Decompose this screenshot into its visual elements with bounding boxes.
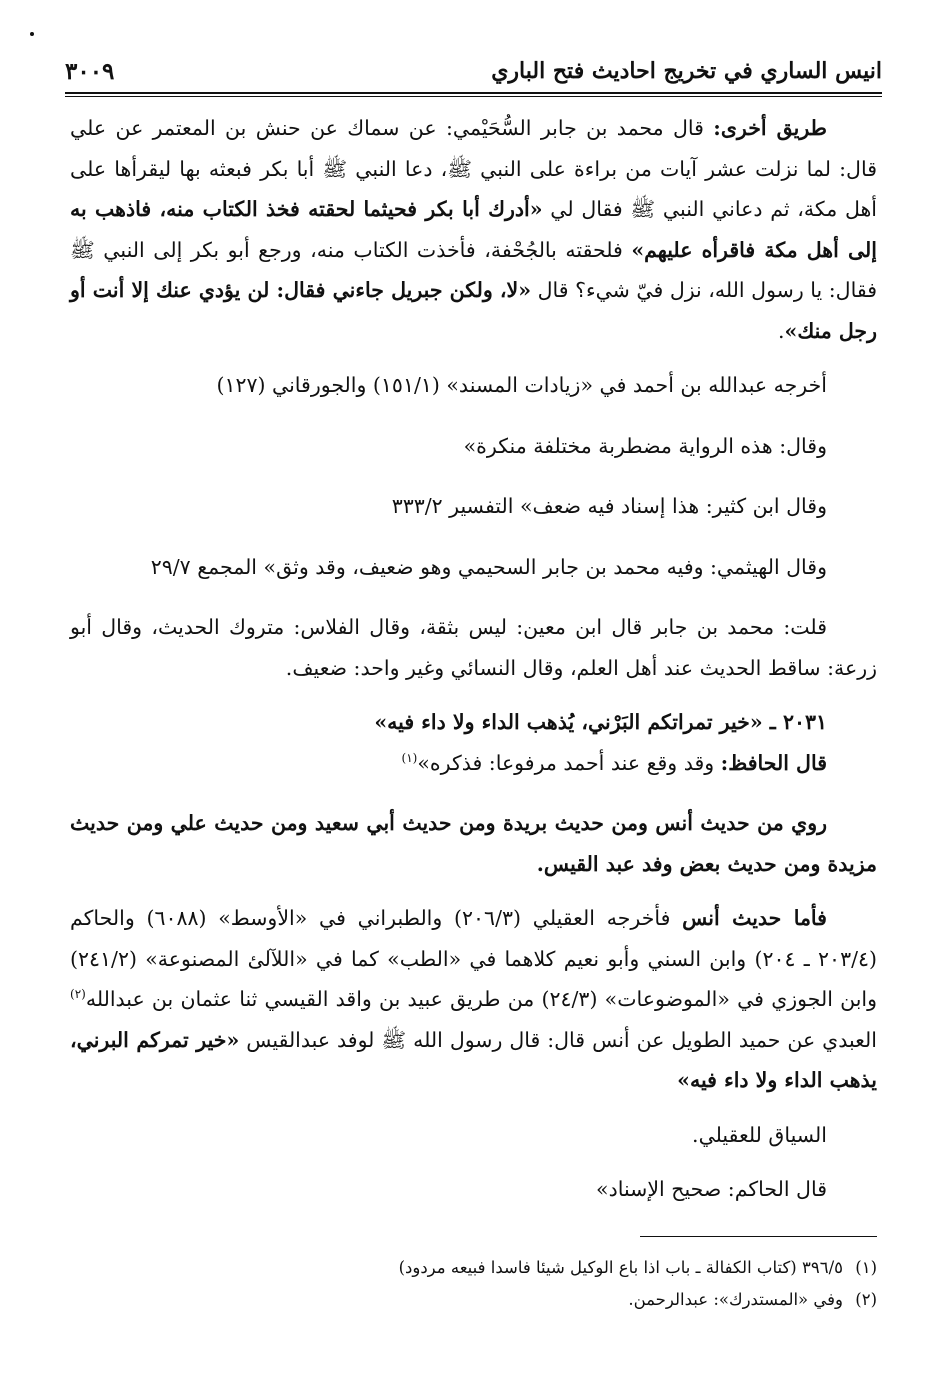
haythami-line: وقال الهيثمي: وفيه محمد بن جابر السحيمي وهو ضعيف، وقد وثق» المجمع ٢٩/٧ [150,554,827,579]
section-lead: طريق أخرى: [713,116,827,140]
footnote-text: ٣٩٦/٥ (كتاب الكفالة ـ باب اذا باع الوكيل شيئا فاسدا فبيعه مردود) [398,1258,843,1277]
narration-text: فأخرجه العقيلي (٢٠٦/٣) والطبراني في «الأوسط» (٦٠٨٨) والحاكم (٢٠٣/٤ ـ ٢٠٤) وابن السني وأبو نعيم كلاهما في «الطب» كما في «اللآلئ المصنوعة» (٢٤١/٢) وابن الجوزي في «الموضوعات» (٢٤/٣) من طريق عبيد بن واقد القيسي ثنا عثمان بن عبدالله [70,906,878,1011]
footnote-number: (١) [855,1258,877,1277]
takhrij-line: أخرجه عبدالله بن أحمد في «زيادات المسند» (١٥١/١) والجورقاني (١٢٧) [216,373,827,397]
anas-hadith-paragraph [70,898,877,1101]
ibn-kathir-line: وقال ابن كثير: هذا إسناد فيه ضعف» التفسير ٣٣٣/٢ [391,494,827,518]
narrations-summary: روي من حديث أنس ومن حديث بريدة ومن حديث أبي سعيد ومن حديث علي ومن حديث مزيدة ومن حديث بعض وفد عبد القيس. [70,811,877,876]
footnote-item [70,1284,877,1316]
page-number: ٣٠٠٩ [65,58,115,85]
punctuation: . [777,318,785,343]
narrator-assessment: قلت: محمد بن جابر قال ابن معين: ليس بثقة، وقال الفلاس: متروك الحديث، وقال أبو زرعة: ساقط الحديث عند أهل العلم، وقال النسائي وغير واحد: ضعيف. [70,615,877,680]
paragraph-alternate-route [70,108,877,351]
hadith-heading: ٢٠٣١ ـ «خير تمراتكم البَرْني، يُذهب الداء ولا داء فيه» [374,710,827,734]
header-rule-thin [65,96,882,97]
ink-dot [30,32,34,36]
hafiz-line [70,743,877,784]
running-title: انيس الساري في تخريج احاديث فتح الباري [491,58,882,84]
prophetic-quote: «أدرك أبا بكر فحيثما لحقته فخذ الكتاب منه، فاذهب به إلى أهل مكة فاقرأه عليهم» [70,197,877,262]
hafiz-lead: قال الحافظ: [720,750,827,775]
footnote-text: وفي «المستدرك»: عبدالرحمن. [628,1290,843,1309]
header-rule [65,92,882,94]
prophetic-quote: «لا، ولكن جبريل جاءني فقال: لن يؤدي عنك إلا أنت أو رجل منك» [70,278,877,343]
hafiz-text: وقد وقع عند أحمد مرفوعا: فذكره» [417,750,721,775]
footnotes [70,1252,877,1316]
page-header [65,58,882,90]
footnote-item [70,1252,877,1284]
context-line: السياق للعقيلي. [692,1122,827,1147]
footnote-rule [640,1236,877,1237]
narration-text: فلحقته بالجُحْفة، فأخذت الكتاب منه، ورجع أبو بكر إلى النبي ﷺ فقال: يا رسول الله، نزل فيّ شيء؟ قال [70,237,877,302]
quote-line: وقال: هذه الرواية مضطربة مختلفة منكرة» [463,433,827,458]
footnote-number: (٢) [855,1290,877,1309]
prophetic-quote: «خير تمركم البرني، يذهب الداء ولا داء فيه» [70,1027,877,1092]
footnote-ref: (٢) [70,987,86,1002]
narration-text: قال محمد بن جابر السُّحَيْمي: عن سماك عن حنش بن المعتمر عن علي قال: لما نزلت عشر آيات من براءة على النبي ﷺ، دعا النبي ﷺ أبا بكر فبعثه بها ليقرأها على أهل مكة، ثم دعاني النبي ﷺ فقال لي [70,116,877,221]
main-text [70,108,877,1210]
narration-text: العبدي عن حميد الطويل عن أنس قال: قال رسول الله ﷺ لوفد عبدالقيس [239,1027,877,1052]
section-lead: فأما حديث أنس [682,906,827,930]
hakim-line: قال الحاكم: صحيح الإسناد» [596,1177,827,1201]
footnote-ref: (١) [401,750,418,765]
